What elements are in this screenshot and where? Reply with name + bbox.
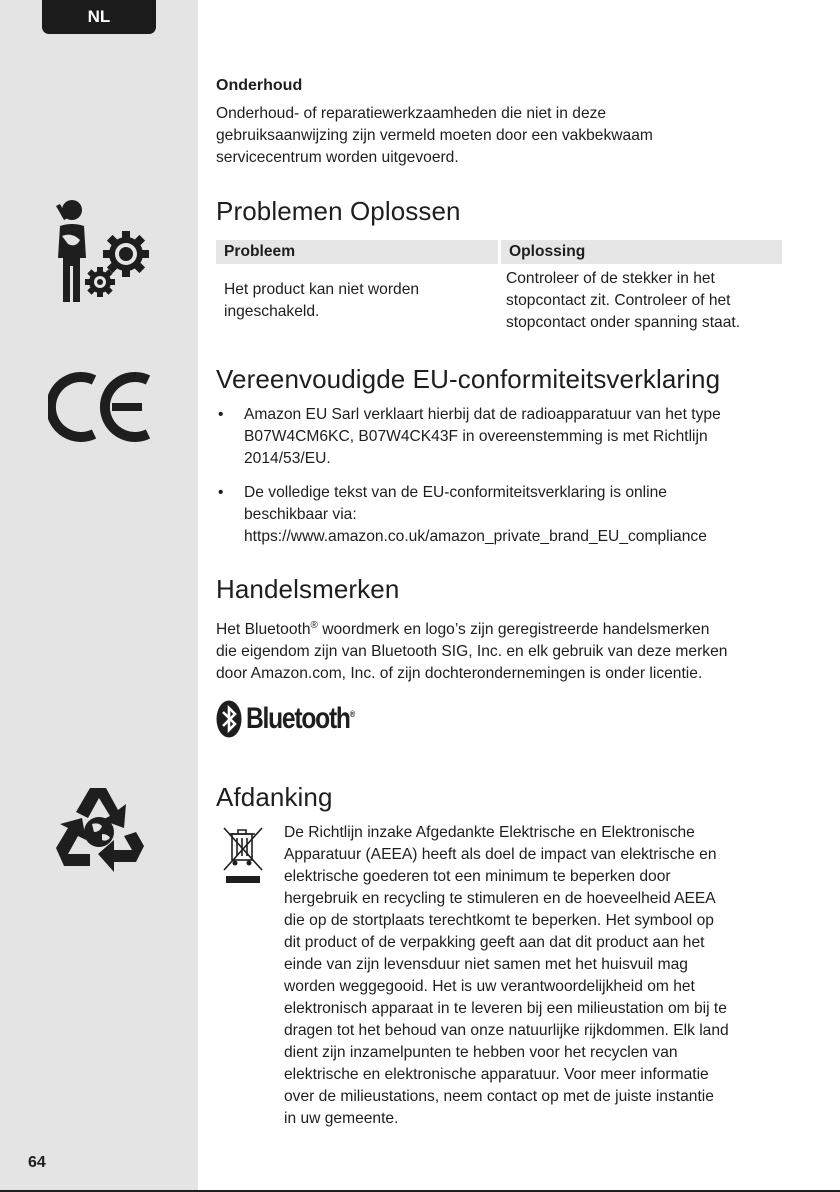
afdanking-paragraph xyxy=(284,822,729,1130)
text-line: Apparatuur (AEEA) heeft als doel de impact van elektrische en xyxy=(284,846,717,863)
text-line: worden weggegooid. Het is uw verantwoordelijkheid om het xyxy=(284,978,695,995)
column-header-solution: Oplossing xyxy=(498,240,782,264)
sidebar xyxy=(0,0,198,1192)
recycling-icon xyxy=(52,782,146,874)
troubleshooting-table xyxy=(216,240,782,338)
problemen-heading: Problemen Oplossen xyxy=(216,196,461,226)
table-header-row xyxy=(216,240,782,264)
list-item xyxy=(216,404,786,470)
text-line: door Amazon.com, Inc. of zijn dochterondernemingen is onder licentie. xyxy=(216,665,703,683)
text-line: die op de stortplaats terechtkomt te beperken. Het symbool op xyxy=(284,912,714,929)
text-line: einde van zijn levensduur niet samen met het huisvuil mag xyxy=(284,956,688,973)
troubleshooting-person-gears-icon xyxy=(50,196,152,304)
list-item xyxy=(216,482,786,548)
text-line: dragen tot het behoud van onze natuurlijke rijkdommen. Elk land xyxy=(284,1022,729,1039)
ce-mark-icon xyxy=(48,372,154,442)
table-row xyxy=(216,264,782,338)
text-line: in uw gemeente. xyxy=(284,1110,399,1127)
text-line: beschikbaar via: xyxy=(244,506,357,523)
text-line: 2014/53/EU. xyxy=(244,450,331,467)
afdanking-heading: Afdanking xyxy=(216,782,333,812)
text-line: gebruiksaanwijzing zijn vermeld moeten door een vakbekwaam xyxy=(216,127,653,144)
text-fragment: Het Bluetooth xyxy=(216,621,311,639)
text-line: ingeschakeld. xyxy=(224,303,320,320)
text-fragment: woordmerk en logo’s zijn geregistreerde handelsmerken xyxy=(317,621,710,639)
text-line: De Richtlijn inzake Afgedankte Elektrische en Elektronische xyxy=(284,824,695,841)
solution-cell xyxy=(498,264,782,338)
text-line: elektrische en elektronische apparatuur. Voor meer informatie xyxy=(284,1066,709,1083)
text-line: Onderhoud- of reparatiewerkzaamheden die niet in deze xyxy=(216,105,607,122)
text-line: die eigendom zijn van Bluetooth SIG, Inc. en elk gebruik van deze merken xyxy=(216,643,728,661)
wordmark-text: Bluetooth xyxy=(246,702,350,735)
page-number: 64 xyxy=(28,1154,46,1171)
text-line: stopcontact onder spanning staat. xyxy=(506,314,741,331)
text-line: elektrische goederen tot een minimum te beperken door xyxy=(284,868,671,885)
text-line xyxy=(216,615,727,641)
weee-crossed-bin-icon xyxy=(220,824,266,886)
text-line: • De volledige tekst van de EU-conformiteitsverklaring is online xyxy=(244,484,667,501)
bluetooth-icon xyxy=(216,700,242,738)
text-line: servicecentrum worden uitgevoerd. xyxy=(216,149,459,166)
problem-cell xyxy=(216,264,498,338)
eu-bullet-list xyxy=(216,404,786,548)
onderhoud-heading: Onderhoud xyxy=(216,77,303,94)
handelsmerken-paragraph xyxy=(216,615,727,685)
registered-mark: ® xyxy=(310,620,318,631)
compliance-url: https://www.amazon.co.uk/amazon_private_brand_EU_compliance xyxy=(244,528,707,545)
text-line: hergebruik en recycling te stimuleren en de hoeveelheid AEEA xyxy=(284,890,716,907)
column-header-problem: Probleem xyxy=(216,240,498,264)
text-line: stopcontact zit. Controleer of het xyxy=(506,292,731,309)
text-line: dient zijn inzamelpunten te hebben voor het recyclen van xyxy=(284,1044,678,1061)
bluetooth-wordmark xyxy=(246,702,354,736)
text-line: B07W4CM6KC, B07W4CK43F in overeenstemming is met Richtlijn xyxy=(244,428,708,445)
eu-heading: Vereenvoudigde EU-conformiteitsverklaring xyxy=(216,364,721,394)
language-tab: NL xyxy=(42,0,156,34)
text-line: Het product kan niet worden xyxy=(224,281,420,298)
text-line: • Amazon EU Sarl verklaart hierbij dat de radioapparatuur van het type xyxy=(244,406,721,423)
text-line: over de milieustations, neem contact op met de juiste instantie xyxy=(284,1088,714,1105)
registered-mark: ® xyxy=(349,709,354,719)
text-line: Controleer of de stekker in het xyxy=(506,270,715,287)
text-line: elektronisch apparaat in te leveren bij een milieustation om bij te xyxy=(284,1000,727,1017)
text-line: dit product of de verpakking geeft aan dat dit product aan het xyxy=(284,934,705,951)
handelsmerken-heading: Handelsmerken xyxy=(216,574,400,604)
bluetooth-logo xyxy=(216,698,378,740)
onderhoud-paragraph xyxy=(216,103,653,169)
